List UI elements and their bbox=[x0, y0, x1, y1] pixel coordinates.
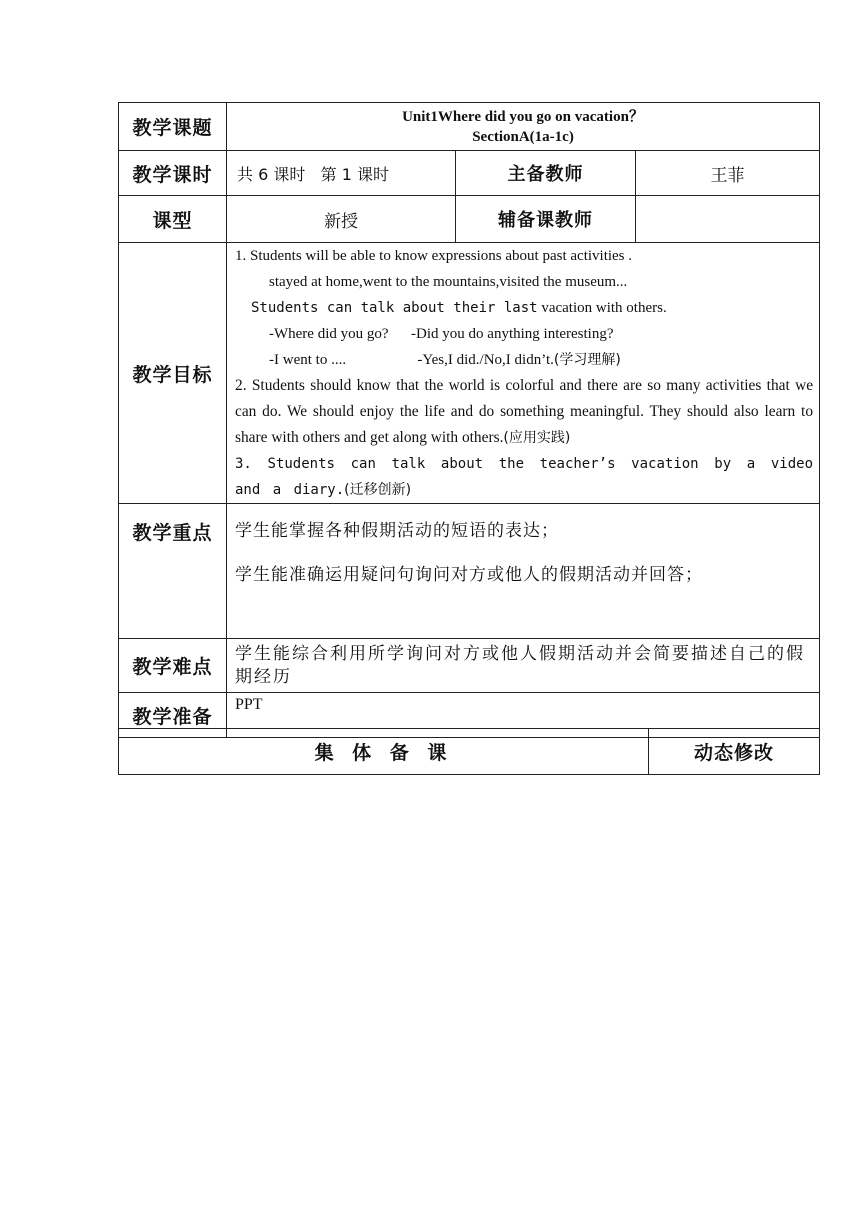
objective-1-talk-a: Students can talk about their last bbox=[251, 300, 538, 316]
preparation-label: 教学准备 bbox=[119, 693, 227, 738]
objective-1-phrases: stayed at home,went to the mountains,visited the museum... bbox=[269, 274, 628, 290]
objective-1-tag: (学习理解) bbox=[553, 352, 621, 368]
objective-1-a-a: -I went to .... bbox=[269, 352, 347, 368]
assist-teacher-value bbox=[636, 196, 820, 243]
collective-prep-label: 集 体 备 课 bbox=[119, 729, 649, 775]
objectives-content bbox=[227, 243, 820, 504]
assist-teacher-label: 辅备课教师 bbox=[456, 196, 636, 243]
lead-teacher-value: 王菲 bbox=[636, 151, 820, 196]
topic-label: 教学课题 bbox=[119, 103, 227, 151]
footer-table bbox=[118, 728, 820, 775]
difficulties-label: 教学难点 bbox=[119, 639, 227, 693]
key-points-row bbox=[119, 504, 820, 639]
objective-1: 1. Students will be able to know expressions about past activities . bbox=[235, 248, 633, 264]
topic-value bbox=[227, 103, 820, 151]
footer-row bbox=[119, 729, 820, 775]
period-row bbox=[119, 151, 820, 196]
objective-1-a bbox=[235, 347, 813, 373]
objective-3-text: 3. Students can talk about the teacher’s vacation by a video and a diary. bbox=[235, 456, 814, 498]
type-value: 新授 bbox=[227, 196, 456, 243]
lead-teacher-label: 主备教师 bbox=[456, 151, 636, 196]
period-label: 教学课时 bbox=[119, 151, 227, 196]
key-points-label: 教学重点 bbox=[119, 504, 227, 639]
objectives-label: 教学目标 bbox=[119, 243, 227, 504]
type-label: 课型 bbox=[119, 196, 227, 243]
objective-3 bbox=[235, 451, 813, 503]
objectives-row bbox=[119, 243, 820, 504]
type-row bbox=[119, 196, 820, 243]
objective-2-tag: (应用实践) bbox=[503, 430, 571, 446]
preparation-value: PPT bbox=[227, 693, 820, 738]
objective-2 bbox=[235, 373, 813, 451]
objective-1-a-b: -Yes,I did./No,I didn’t. bbox=[417, 352, 554, 368]
objective-1-q-a: -Where did you go? bbox=[269, 326, 389, 342]
objective-3-tag: (迁移创新) bbox=[344, 482, 412, 498]
difficulties-content: 学生能综合利用所学询问对方或他人假期活动并会简要描述自己的假期经历 bbox=[227, 639, 820, 693]
objective-1-q bbox=[235, 321, 813, 347]
lesson-plan-table bbox=[118, 102, 820, 738]
topic-row bbox=[119, 103, 820, 151]
period-value: 共 6 课时 第 1 课时 bbox=[227, 151, 456, 196]
key-point-2: 学生能准确运用疑问句询问对方或他人的假期活动并回答； bbox=[235, 565, 703, 585]
dynamic-revision-label: 动态修改 bbox=[649, 729, 820, 775]
objective-2-text: 2. Students should know that the world is colorful and there are so many activities that we can do. We should enjoy the life and do something meaningful. They should also learn to share with others and get along with others. bbox=[235, 377, 814, 446]
difficulties-row bbox=[119, 639, 820, 693]
key-point-1: 学生能掌握各种假期活动的短语的表达； bbox=[235, 521, 559, 541]
topic-title: Unit1Where did you go on vacation？ bbox=[402, 108, 644, 125]
objective-1-talk bbox=[235, 295, 813, 321]
objective-1-talk-b: vacation with others. bbox=[537, 300, 667, 316]
topic-section: SectionA(1a-1c) bbox=[472, 128, 574, 145]
key-points-content bbox=[227, 504, 820, 639]
objective-1-q-b: -Did you do anything interesting? bbox=[411, 326, 614, 342]
